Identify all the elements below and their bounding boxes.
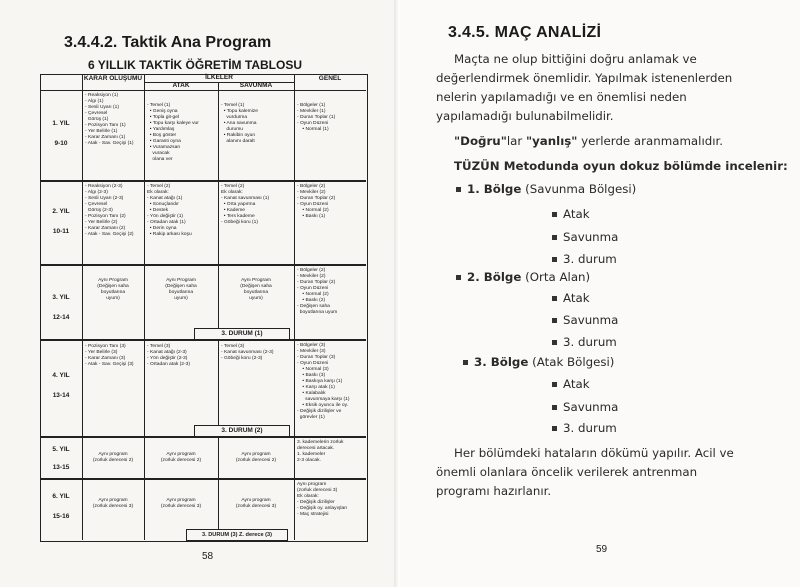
yanlis-word: "yanlış" xyxy=(525,134,578,148)
table-divider xyxy=(144,74,145,540)
region-item xyxy=(552,335,617,349)
bullet-square-icon xyxy=(552,257,557,262)
region-item xyxy=(552,400,618,414)
row-ages: 12-14 xyxy=(52,314,70,321)
durum-label: 3. DURUM (1) xyxy=(194,328,290,340)
header-ilkeler: İLKELER xyxy=(205,74,233,81)
cell-karar: - Reaksiyon (1) - Algı (1) - Sesli Uyarı (1) - Çevresel Görüş (1) - Pozisyon Tanı (1) - Yer Belirle (1) - Karar Zamanı (1) - Atak - Sav. Geçişi (1) xyxy=(85,93,134,146)
bullet-square-icon xyxy=(456,187,461,192)
dogru-mid: lar xyxy=(506,134,526,148)
region-heading xyxy=(463,355,614,369)
region-item xyxy=(552,377,590,391)
cell-karar: Aynı Program (Değişen saha boyutlarına uyum) xyxy=(97,278,129,301)
dogru-rest: yerlerde aranmamalıdır. xyxy=(577,134,723,148)
cell-atak: - Temel (1) • Geniş oyna • Topla git-gel • Topu karşı kaleye vur • Yardımlaş • Boş göster • Garanti oyna • Vuramazsan vuracak olana ver xyxy=(147,103,199,162)
region-name: (Atak Bölgesi) xyxy=(532,355,615,369)
intro-paragraph: Maçta ne olup bittiğini doğru anlamak ve değerlendirmek önemlidir. Yapılmak istenenlerden nelerin yapılamadığı ve en önemlisi neden yapılamadığı bulunabilmelidir. xyxy=(436,52,733,123)
header-karar: KARAR OLUŞUMU xyxy=(83,75,143,82)
region-item-label: 3. durum xyxy=(563,335,617,349)
row-ages: 15-16 xyxy=(52,513,70,520)
bullet-square-icon xyxy=(552,405,557,410)
cell-savunma: Aynı program (zorluk derecesi 2) xyxy=(235,452,277,463)
region-item xyxy=(552,252,617,266)
header-savunma: SAVUNMA xyxy=(239,82,273,89)
header-atak: ATAK xyxy=(172,82,190,89)
section-title-taktik: 3.4.4.2. Taktik Ana Program xyxy=(64,34,272,51)
region-item xyxy=(552,291,590,305)
bullet-square-icon xyxy=(552,212,557,217)
cell-atak: Aynı program (zorluk derecesi 2) xyxy=(160,452,202,463)
page-number: 59 xyxy=(596,544,608,555)
cell-karar: Aynı program (zorluk derecesi 3) xyxy=(92,498,134,509)
cell-genel: - Bölgeler (3) - Mevkiler (3) - Duran Toplar (3) - Oyun Düzeni • Normal (3) • Baskı (3) • Baskıya karşı (1) • Karşı atak (1) • Kalabalık savunmaya karşı (1) • Eksik oyuncu ile oy. - Değişik dizilişler ve görevler (1) xyxy=(297,343,350,420)
cell-savunma: Aynı program (zorluk derecesi 3) xyxy=(235,498,277,509)
durum-label: 3. DURUM (3) Z. derece (3) xyxy=(186,529,288,541)
table-divider xyxy=(294,74,295,540)
table-title: 6 YILLIK TAKTİK ÖĞRETİM TABLOSU xyxy=(88,58,302,72)
bullet-square-icon xyxy=(552,382,557,387)
row-ages: 10-11 xyxy=(52,228,70,235)
cell-genel: - Bölgeler (1) - Mevkiler (1) - Duran Toplar (1) - Oyun Düzeni • Normal (1) xyxy=(297,103,336,132)
row-ages: 9-10 xyxy=(54,140,68,147)
region-item-label: Savunma xyxy=(563,230,619,244)
region-number: 3. Bölge xyxy=(474,355,529,369)
region-number: 2. Bölge xyxy=(467,270,522,284)
row-year: 5. YIL xyxy=(52,446,70,453)
table-divider xyxy=(40,90,366,91)
row-year: 2. YIL xyxy=(52,208,70,215)
row-ages: 13-15 xyxy=(52,464,70,471)
cell-karar: - Reaksiyon (2-3) - Algı (2-3) - Sesli Uyarı (2-3) - Çevresel Görüş (2-3) - Pozisyon Tanı (2) - Yer Belirle (2) - Karar Zamanı (2) - Atak - Sav. Geçişi (2) xyxy=(85,184,134,237)
row-ages: 13-14 xyxy=(52,392,70,399)
region-number: 1. Bölge xyxy=(467,182,522,196)
region-item-label: 3. durum xyxy=(563,421,617,435)
region-item-label: Atak xyxy=(563,377,590,391)
cell-genel: - Bölgeler (2) - Mevkiler (2) - Duran Toplar (2) - Oyun Düzeni • Normal (2) • Baskı (2) - Değişen saha boyutlarına uyum xyxy=(297,268,338,315)
table-divider xyxy=(40,478,366,480)
bullet-square-icon xyxy=(463,360,468,365)
dogru-word: "Doğru" xyxy=(454,134,507,148)
cell-genel: - Bölgeler (2) - Mevkiler (2) - Duran Toplar (2) - Oyun Düzeni • Normal (2) • Baskı (1) xyxy=(297,184,336,219)
row-year: 3. YIL xyxy=(52,294,70,301)
cell-genel: Aynı program (zorluk derecesi 3) Ek olarak: - Değişik dizilişler - Değişik oy. anlayışları - Maç stratejisi xyxy=(297,482,348,517)
right-page xyxy=(400,0,800,587)
region-name: (Orta Alan) xyxy=(525,270,591,284)
bullet-square-icon xyxy=(552,235,557,240)
region-item-label: Savunma xyxy=(563,400,619,414)
cell-genel: 3. kademelerin zorluk derecesi artacak. 1. kademeler 2-3 olacak. xyxy=(297,440,344,463)
cell-savunma: - Temel (3) - Kanat savunması (2-3) - Göbeği koru (2-3) xyxy=(221,344,274,361)
cell-karar: Aynı program (zorluk derecesi 2) xyxy=(92,452,134,463)
region-item xyxy=(552,421,617,435)
table-divider xyxy=(40,180,366,182)
region-item-label: Savunma xyxy=(563,313,619,327)
bullet-square-icon xyxy=(552,318,557,323)
table-divider xyxy=(218,82,219,540)
region-item-label: 3. durum xyxy=(563,252,617,266)
region-item xyxy=(552,207,590,221)
region-heading xyxy=(456,182,636,196)
bullet-square-icon xyxy=(456,275,461,280)
cell-savunma: - Temel (2) Ek olarak: - Kanat savunması (1) • Orta yapırma • Kademe • Ters kademe - Göbeği koru (1) xyxy=(221,184,270,225)
region-heading xyxy=(456,270,590,284)
row-year: 1. YIL xyxy=(52,120,70,127)
cell-atak: - Temel (3) - Kanat atağı (2-3) - Yön değiştir (2-3) - Ortadan atak (2-3) xyxy=(147,344,190,367)
header-genel: GENEL xyxy=(318,75,342,82)
bullet-square-icon xyxy=(552,296,557,301)
cell-atak: Aynı program (zorluk derecesi 3) xyxy=(160,498,202,509)
page-number: 58 xyxy=(202,551,214,562)
method-line: TÜZÜN Metodunda oyun dokuz bölümde incelenir: xyxy=(454,159,788,173)
section-title-mac-analizi: 3.4.5. MAÇ ANALİZİ xyxy=(448,24,602,41)
bullet-square-icon xyxy=(552,426,557,431)
row-year: 4. YIL xyxy=(52,372,70,379)
region-item xyxy=(552,230,618,244)
region-item-label: Atak xyxy=(563,207,590,221)
table-divider xyxy=(40,264,366,266)
closing-paragraph: Her bölümdeki hataların dökümü yapılır. Acil ve önemli olanlara öncelik verilerek antrenman programı hazırlanır. xyxy=(436,446,734,498)
cell-savunma: - Temel (1) • Topu kalemize vurdurma • Ana savunma durumu • Rakibin oyun alanını daralt xyxy=(221,103,258,144)
bullet-square-icon xyxy=(552,340,557,345)
table-divider xyxy=(82,74,83,540)
row-year: 6. YIL xyxy=(52,493,70,500)
region-item-label: Atak xyxy=(563,291,590,305)
dogru-line xyxy=(454,134,723,148)
cell-karar: - Pozisyon Tanı (3) - Yer Belirle (3) - Karar Zamanı (3) - Atak - Sav. Geçişi (3) xyxy=(85,344,134,367)
cell-atak: - Temel (2) Ek olarak: - Kanat atağı (1) • Sonuçlandır • Destek - Yön değiştir (1) - Ortadan atak (1) • Derin oyna • Rakip arkası koşu xyxy=(147,184,192,237)
region-item xyxy=(552,313,618,327)
durum-label: 3. DURUM (2) xyxy=(194,425,290,437)
cell-atak: Aynı Program (Değişen saha boyutlarına uyum) xyxy=(165,278,197,301)
region-name: (Savunma Bölgesi) xyxy=(525,182,637,196)
cell-savunma: Aynı Program (Değişen saha boyutlarına uyum) xyxy=(240,278,272,301)
